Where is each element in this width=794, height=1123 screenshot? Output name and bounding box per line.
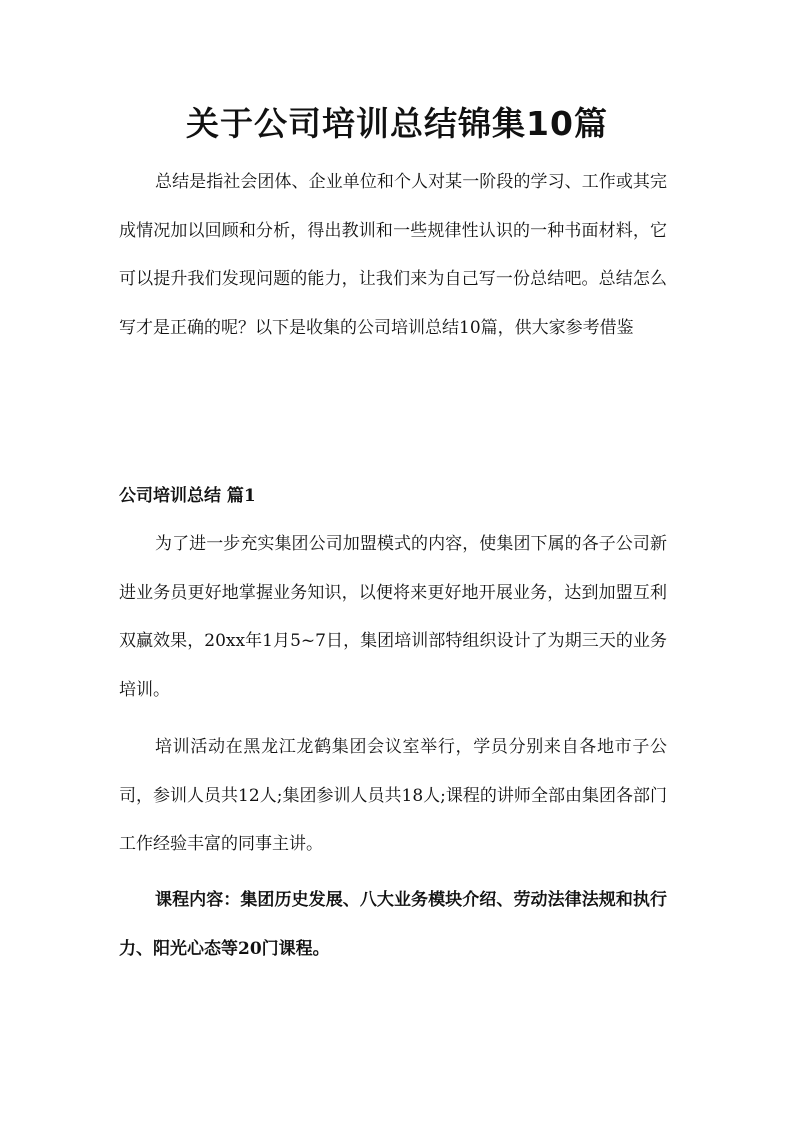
section-paragraph: 为了进一步充实集团公司加盟模式的内容，使集团下属的各子公司新进业务员更好地掌握业务知识，以便将来更好地开展业务，达到加盟互利双赢效果，20xx年1月5~7日，集团培训部特组织设计了为期三天的业务培训。 — [119, 534, 667, 700]
document-title: 关于公司培训总结锦集10篇 — [186, 104, 608, 143]
intro-paragraph: 总结是指社会团体、企业单位和个人对某一阶段的学习、工作或其完成情况加以回顾和分析，得出教训和一些规律性认识的一种书面材料，它可以提升我们发现问题的能力，让我们来为自己写一份总结吧。总结怎么写才是正确的呢？以下是收集的公司培训总结10篇，供大家参考借鉴 — [119, 172, 667, 338]
section-heading: 公司培训总结 篇1 — [119, 486, 256, 506]
course-content-paragraph: 课程内容：集团历史发展、八大业务模块介绍、劳动法律法规和执行力、阳光心态等20门课程。 — [119, 890, 667, 959]
section-paragraph: 培训活动在黑龙江龙鹤集团会议室举行，学员分别来自各地市子公司，参训人员共12人;集团参训人员共18人;课程的讲师全部由集团各部门工作经验丰富的同事主讲。 — [119, 737, 667, 854]
